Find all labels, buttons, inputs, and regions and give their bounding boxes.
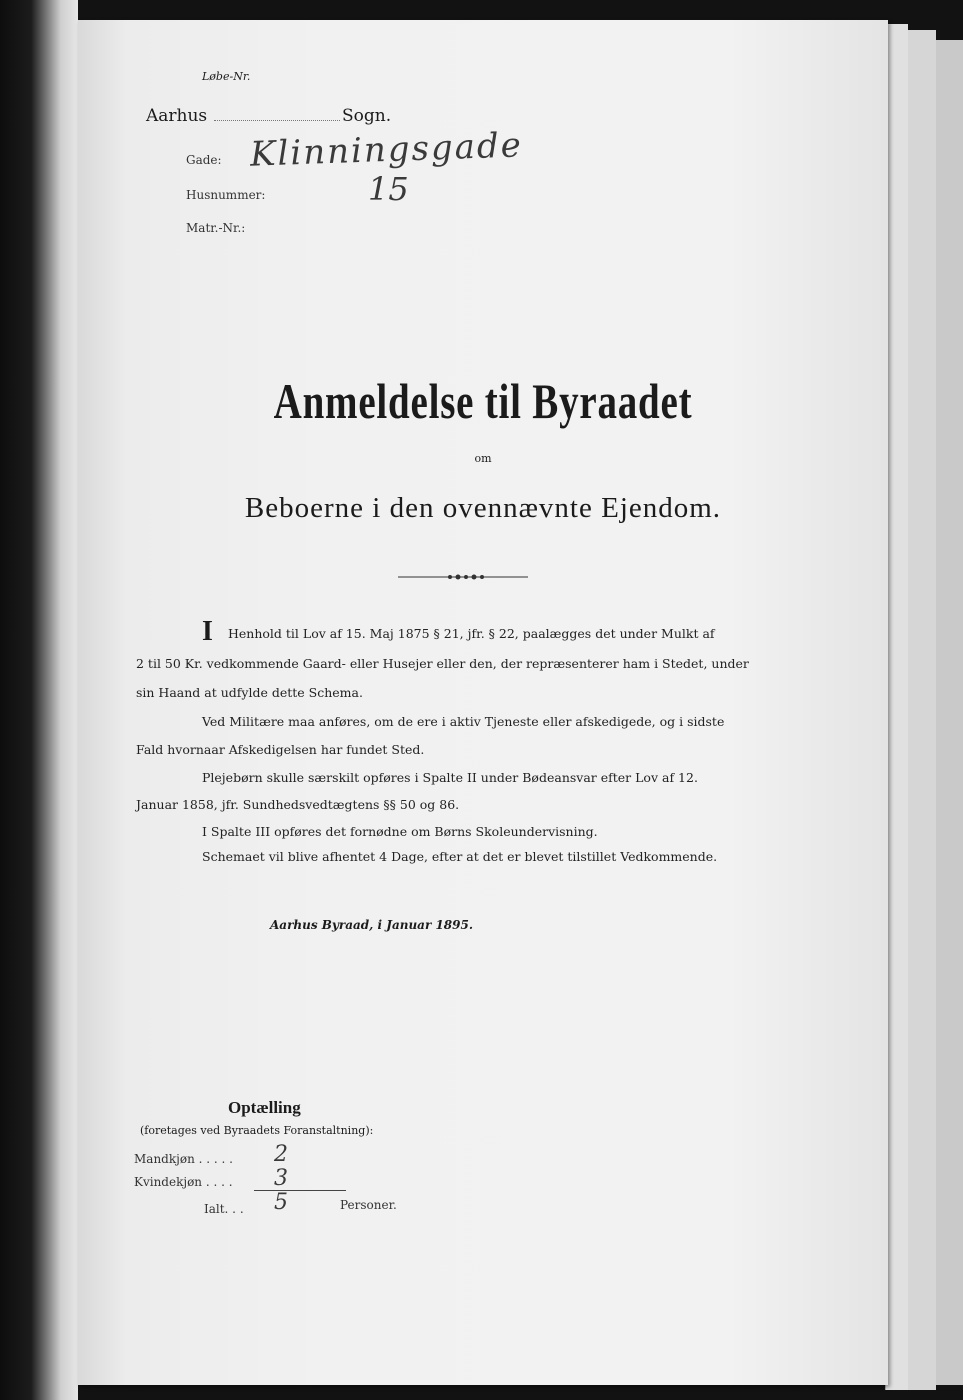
paragraph-5: Schemaet vil blive afhentet 4 Dage, efter at det er blevet tilstillet Vedkommende.	[202, 849, 718, 864]
document-title: Anmeldelse til Byraadet	[273, 373, 693, 429]
sogn-line	[214, 120, 340, 121]
sogn-label: Sogn.	[342, 106, 392, 126]
mandkjon-label: Mandkjøn . . . . .	[134, 1152, 233, 1166]
ialt-label: Ialt. . .	[204, 1202, 244, 1216]
paragraph-2-line-2: Fald hvornaar Afskedigelsen har fundet Sted.	[136, 742, 425, 757]
ornament-divider	[398, 572, 528, 582]
lobe-nr-label: Løbe-Nr.	[202, 70, 251, 83]
husnummer-label: Husnummer:	[186, 188, 266, 202]
matr-nr-label: Matr.-Nr.:	[186, 221, 246, 235]
kvindekjon-value: 3	[274, 1166, 288, 1191]
count-heading: Optælling	[228, 1098, 301, 1117]
paragraph-3-line-2: Januar 1858, jfr. Sundhedsvedtægtens §§ 50 og 86.	[136, 797, 460, 812]
ialt-value: 5	[274, 1190, 288, 1215]
paragraph-4: I Spalte III opføres det fornødne om Børns Skoleundervisning.	[202, 824, 598, 839]
kvindekjon-label: Kvindekjøn . . . .	[134, 1175, 233, 1189]
page-stack-edge	[885, 24, 908, 1390]
personer-label: Personer.	[340, 1198, 397, 1212]
paragraph-3-line-1: Plejebørn skulle særskilt opføres i Spalte II under Bødeansvar efter Lov af 12.	[202, 770, 698, 785]
left-page-edge	[0, 0, 78, 1400]
om-label: om	[474, 452, 492, 465]
mandkjon-value: 2	[274, 1142, 288, 1167]
paragraph-1-line-2: 2 til 50 Kr. vedkommende Gaard- eller Husejer eller den, der repræsenterer ham i Stedet, under	[136, 656, 749, 671]
document-subtitle: Beboerne i den ovennævnte Ejendom.	[244, 492, 722, 524]
drop-cap: I	[202, 616, 213, 647]
document-page	[78, 20, 888, 1385]
signature-line: Aarhus Byraad, i Januar 1895.	[270, 918, 474, 932]
aarhus-label: Aarhus	[146, 106, 208, 126]
gade-value: Klinningsgade	[249, 125, 524, 175]
sum-line	[254, 1190, 346, 1191]
husnummer-value: 15	[368, 170, 409, 208]
count-note: (foretages ved Byraadets Foranstaltning):	[140, 1124, 374, 1137]
gade-label: Gade:	[186, 153, 222, 167]
paragraph-1-line-3: sin Haand at udfylde dette Schema.	[136, 685, 363, 700]
paragraph-2-line-1: Ved Militære maa anføres, om de ere i aktiv Tjeneste eller afskedigede, og i sidste	[202, 714, 725, 729]
paragraph-1-line-1: Henhold til Lov af 15. Maj 1875 § 21, jfr. § 22, paalægges det under Mulkt af	[228, 626, 715, 641]
